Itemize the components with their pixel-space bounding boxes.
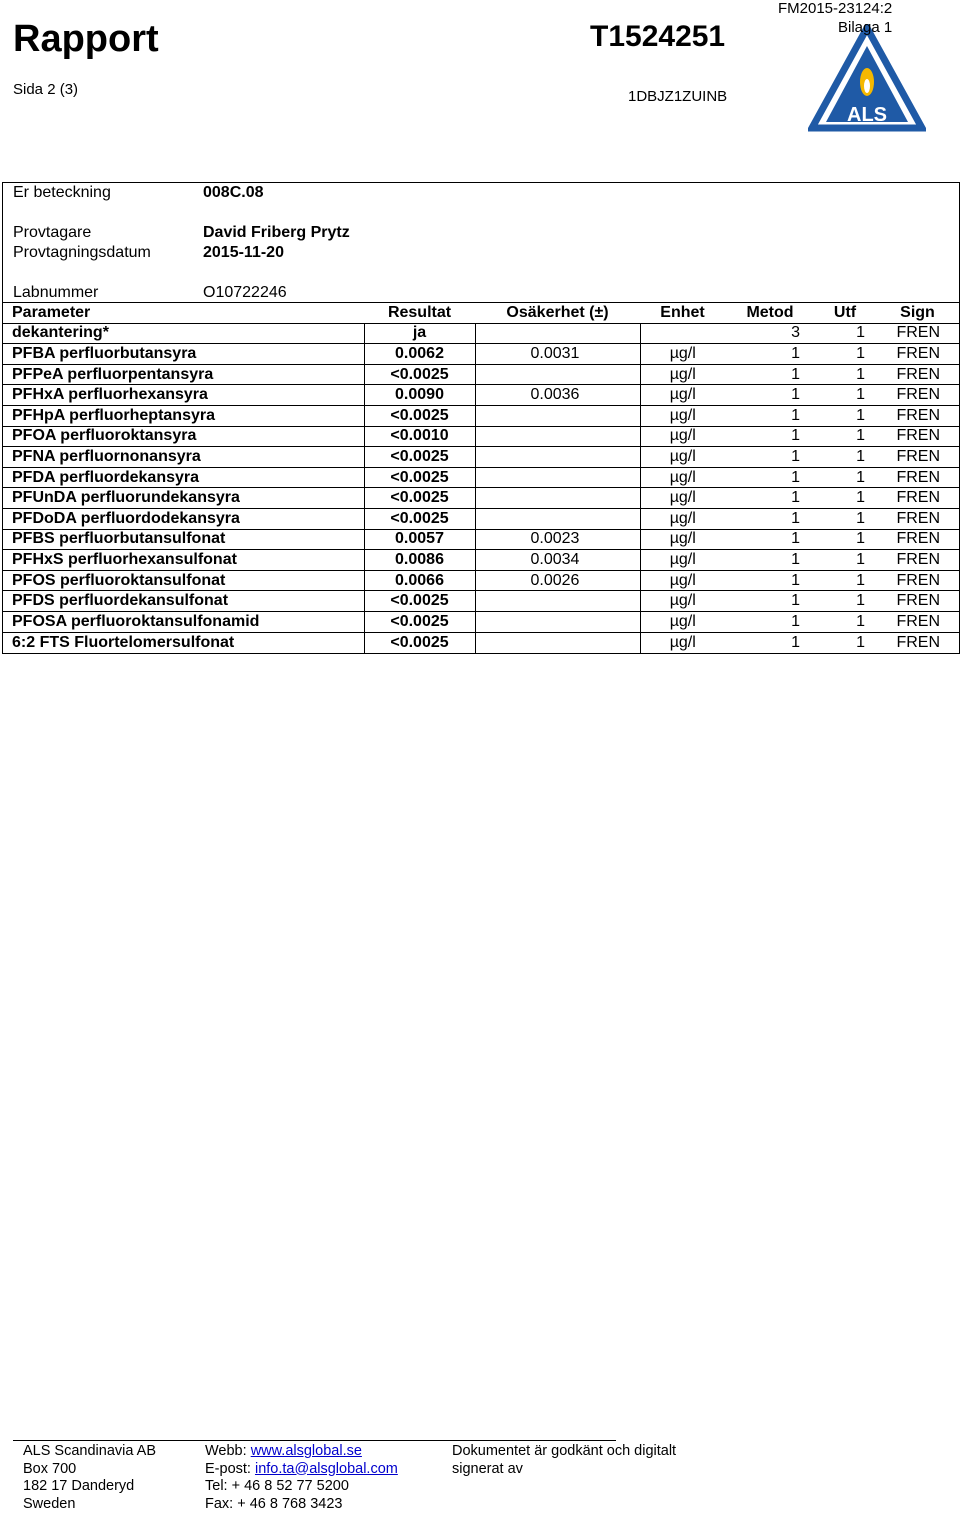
table-row xyxy=(2,508,960,529)
cell-result: <0.0025 xyxy=(364,364,475,385)
cell-result: ja xyxy=(364,323,475,344)
footer-box: Box 700 xyxy=(23,1460,77,1477)
footer-city: 182 17 Danderyd xyxy=(23,1478,135,1494)
table-row xyxy=(2,467,960,488)
cell-sign: FREN xyxy=(875,611,960,632)
cell-parameter: PFPeA perfluorpentansyra xyxy=(2,364,364,385)
cell-method: 1 xyxy=(725,632,815,653)
footer-signed-line2: signerat av xyxy=(452,1460,523,1477)
cell-sign: FREN xyxy=(875,488,960,509)
labnr-label: Labnummer xyxy=(13,284,99,301)
cell-parameter: PFOSA perfluoroktansulfonamid xyxy=(2,611,364,632)
cell-uncertainty xyxy=(475,405,640,426)
cell-method: 1 xyxy=(725,344,815,365)
footer-email-label: E-post: xyxy=(205,1460,255,1477)
footer-country: Sweden xyxy=(23,1495,76,1512)
cell-parameter: PFOS perfluoroktansulfonat xyxy=(2,570,364,591)
cell-unit: µg/l xyxy=(640,488,725,509)
header-sign: Sign xyxy=(875,303,960,324)
cell-parameter: PFHpA perfluorheptansyra xyxy=(2,405,364,426)
cell-parameter: PFOA perfluoroktansyra xyxy=(2,426,364,447)
cell-utf: 1 xyxy=(815,529,875,550)
cell-sign: FREN xyxy=(875,323,960,344)
attachment-label: Bilaga 1 xyxy=(838,19,893,36)
cell-utf: 1 xyxy=(815,611,875,632)
cell-unit: µg/l xyxy=(640,364,725,385)
cell-sign: FREN xyxy=(875,529,960,550)
designation-value: 008C.08 xyxy=(203,184,264,201)
cell-uncertainty: 0.0034 xyxy=(475,550,640,571)
cell-sign: FREN xyxy=(875,405,960,426)
cell-sign: FREN xyxy=(875,570,960,591)
cell-method: 1 xyxy=(725,447,815,468)
table-row xyxy=(2,426,960,447)
cell-parameter: 6:2 FTS Fluortelomersulfonat xyxy=(2,632,364,653)
cell-uncertainty: 0.0036 xyxy=(475,385,640,406)
cell-unit: µg/l xyxy=(640,447,725,468)
sampling-date-value: 2015-11-20 xyxy=(203,244,284,261)
cell-sign: FREN xyxy=(875,364,960,385)
cell-method: 1 xyxy=(725,385,815,406)
cell-parameter: PFHxA perfluorhexansyra xyxy=(2,385,364,406)
cell-utf: 1 xyxy=(815,405,875,426)
header-parameter: Parameter xyxy=(2,303,364,324)
cell-uncertainty xyxy=(475,488,640,509)
footer-tel: Tel: + 46 8 52 77 5200 xyxy=(205,1478,349,1494)
footer-signature-note xyxy=(452,1443,676,1478)
cell-unit: µg/l xyxy=(640,508,725,529)
cell-unit: µg/l xyxy=(640,529,725,550)
cell-result: <0.0025 xyxy=(364,467,475,488)
cell-sign: FREN xyxy=(875,508,960,529)
cell-utf: 1 xyxy=(815,323,875,344)
table-row xyxy=(2,405,960,426)
cell-utf: 1 xyxy=(815,385,875,406)
cell-sign: FREN xyxy=(875,447,960,468)
table-row xyxy=(2,344,960,365)
cell-unit: µg/l xyxy=(640,632,725,653)
cell-sign: FREN xyxy=(875,426,960,447)
cell-method: 1 xyxy=(725,550,815,571)
cell-result: 0.0066 xyxy=(364,570,475,591)
labnr-value: O10722246 xyxy=(203,284,287,301)
footer-fax: Fax: + 46 8 768 3423 xyxy=(205,1495,343,1512)
cell-method: 1 xyxy=(725,405,815,426)
report-id: T1524251 xyxy=(590,20,726,53)
table-row xyxy=(2,570,960,591)
table-header-row xyxy=(2,303,960,324)
table-row xyxy=(2,364,960,385)
cell-method: 1 xyxy=(725,508,815,529)
cell-method: 1 xyxy=(725,364,815,385)
cell-result: 0.0090 xyxy=(364,385,475,406)
cell-uncertainty xyxy=(475,447,640,468)
cell-utf: 1 xyxy=(815,467,875,488)
cell-uncertainty: 0.0023 xyxy=(475,529,640,550)
cell-parameter: PFHxS perfluorhexansulfonat xyxy=(2,550,364,571)
table-row xyxy=(2,591,960,612)
cell-method: 1 xyxy=(725,426,815,447)
cell-uncertainty xyxy=(475,632,640,653)
footer-web-label: Webb: xyxy=(205,1443,251,1459)
cell-method: 1 xyxy=(725,591,815,612)
cell-sign: FREN xyxy=(875,591,960,612)
cell-uncertainty xyxy=(475,591,640,612)
cell-method: 1 xyxy=(725,529,815,550)
form-id: FM2015-23124:2 xyxy=(778,0,893,17)
cell-sign: FREN xyxy=(875,344,960,365)
cell-unit: µg/l xyxy=(640,611,725,632)
table-row xyxy=(2,385,960,406)
cell-method: 1 xyxy=(725,611,815,632)
header-uncertainty: Osäkerhet (±) xyxy=(475,303,640,324)
cell-utf: 1 xyxy=(815,570,875,591)
cell-utf: 1 xyxy=(815,364,875,385)
table-row xyxy=(2,529,960,550)
cell-result: <0.0025 xyxy=(364,447,475,468)
cell-uncertainty: 0.0026 xyxy=(475,570,640,591)
cell-utf: 1 xyxy=(815,508,875,529)
sampler-label: Provtagare xyxy=(13,224,92,241)
table-row xyxy=(2,447,960,468)
cell-utf: 1 xyxy=(815,488,875,509)
table-row xyxy=(2,323,960,344)
cell-uncertainty xyxy=(475,364,640,385)
cell-sign: FREN xyxy=(875,632,960,653)
cell-parameter: PFUnDA perfluorundekansyra xyxy=(2,488,364,509)
cell-method: 1 xyxy=(725,488,815,509)
header-utf: Utf xyxy=(815,303,875,324)
footer-company: ALS Scandinavia AB xyxy=(23,1443,157,1459)
cell-utf: 1 xyxy=(815,591,875,612)
cell-result: <0.0025 xyxy=(364,508,475,529)
report-title: Rapport xyxy=(13,18,159,60)
cell-method: 1 xyxy=(725,570,815,591)
cell-result: <0.0025 xyxy=(364,632,475,653)
cell-unit: µg/l xyxy=(640,550,725,571)
cell-utf: 1 xyxy=(815,426,875,447)
cell-result: <0.0010 xyxy=(364,426,475,447)
cell-parameter: PFDoDA perfluordodekansyra xyxy=(2,508,364,529)
cell-unit: µg/l xyxy=(640,426,725,447)
logo-text: ALS xyxy=(847,104,887,126)
header-unit: Enhet xyxy=(640,303,725,324)
document-code: 1DBJZ1ZUINB xyxy=(628,88,728,105)
footer-address xyxy=(23,1443,156,1513)
cell-parameter: dekantering* xyxy=(2,323,364,344)
sampler-value: David Friberg Prytz xyxy=(203,224,350,241)
cell-parameter: PFBS perfluorbutansulfonat xyxy=(2,529,364,550)
cell-uncertainty xyxy=(475,467,640,488)
cell-uncertainty: 0.0031 xyxy=(475,344,640,365)
header-result: Resultat xyxy=(364,303,475,324)
table-row xyxy=(2,550,960,571)
cell-utf: 1 xyxy=(815,632,875,653)
cell-uncertainty xyxy=(475,323,640,344)
als-logo-icon xyxy=(808,24,926,132)
cell-uncertainty xyxy=(475,508,640,529)
footer-contact xyxy=(205,1443,398,1513)
cell-result: <0.0025 xyxy=(364,591,475,612)
cell-result: <0.0025 xyxy=(364,405,475,426)
footer-divider xyxy=(13,1440,616,1441)
designation-label: Er beteckning xyxy=(13,184,111,201)
cell-unit: µg/l xyxy=(640,405,725,426)
cell-result: 0.0057 xyxy=(364,529,475,550)
cell-method: 3 xyxy=(725,323,815,344)
cell-uncertainty xyxy=(475,611,640,632)
cell-method: 1 xyxy=(725,467,815,488)
cell-utf: 1 xyxy=(815,447,875,468)
cell-unit: µg/l xyxy=(640,344,725,365)
cell-utf: 1 xyxy=(815,344,875,365)
cell-unit: µg/l xyxy=(640,570,725,591)
cell-unit: µg/l xyxy=(640,385,725,406)
cell-sign: FREN xyxy=(875,467,960,488)
cell-result: 0.0062 xyxy=(364,344,475,365)
header-method: Metod xyxy=(725,303,815,324)
table-row xyxy=(2,611,960,632)
footer-web-link[interactable]: www.alsglobal.se xyxy=(250,1443,362,1459)
results-table xyxy=(2,302,960,653)
cell-unit: µg/l xyxy=(640,467,725,488)
cell-uncertainty xyxy=(475,426,640,447)
cell-result: <0.0025 xyxy=(364,488,475,509)
cell-utf: 1 xyxy=(815,550,875,571)
cell-parameter: PFDA perfluordekansyra xyxy=(2,467,364,488)
sampling-date-label: Provtagningsdatum xyxy=(13,244,151,261)
cell-unit xyxy=(640,323,725,344)
page-number: Sida 2 (3) xyxy=(13,81,79,98)
table-row xyxy=(2,488,960,509)
footer-signed-line1: Dokumentet är godkänt och digitalt xyxy=(452,1443,677,1459)
cell-result: <0.0025 xyxy=(364,611,475,632)
cell-parameter: PFBA perfluorbutansyra xyxy=(2,344,364,365)
cell-sign: FREN xyxy=(875,550,960,571)
cell-parameter: PFDS perfluordekansulfonat xyxy=(2,591,364,612)
footer-email-link[interactable]: info.ta@alsglobal.com xyxy=(254,1460,398,1477)
cell-sign: FREN xyxy=(875,385,960,406)
cell-result: 0.0086 xyxy=(364,550,475,571)
cell-parameter: PFNA perfluornonansyra xyxy=(2,447,364,468)
cell-unit: µg/l xyxy=(640,591,725,612)
table-row xyxy=(2,632,960,653)
